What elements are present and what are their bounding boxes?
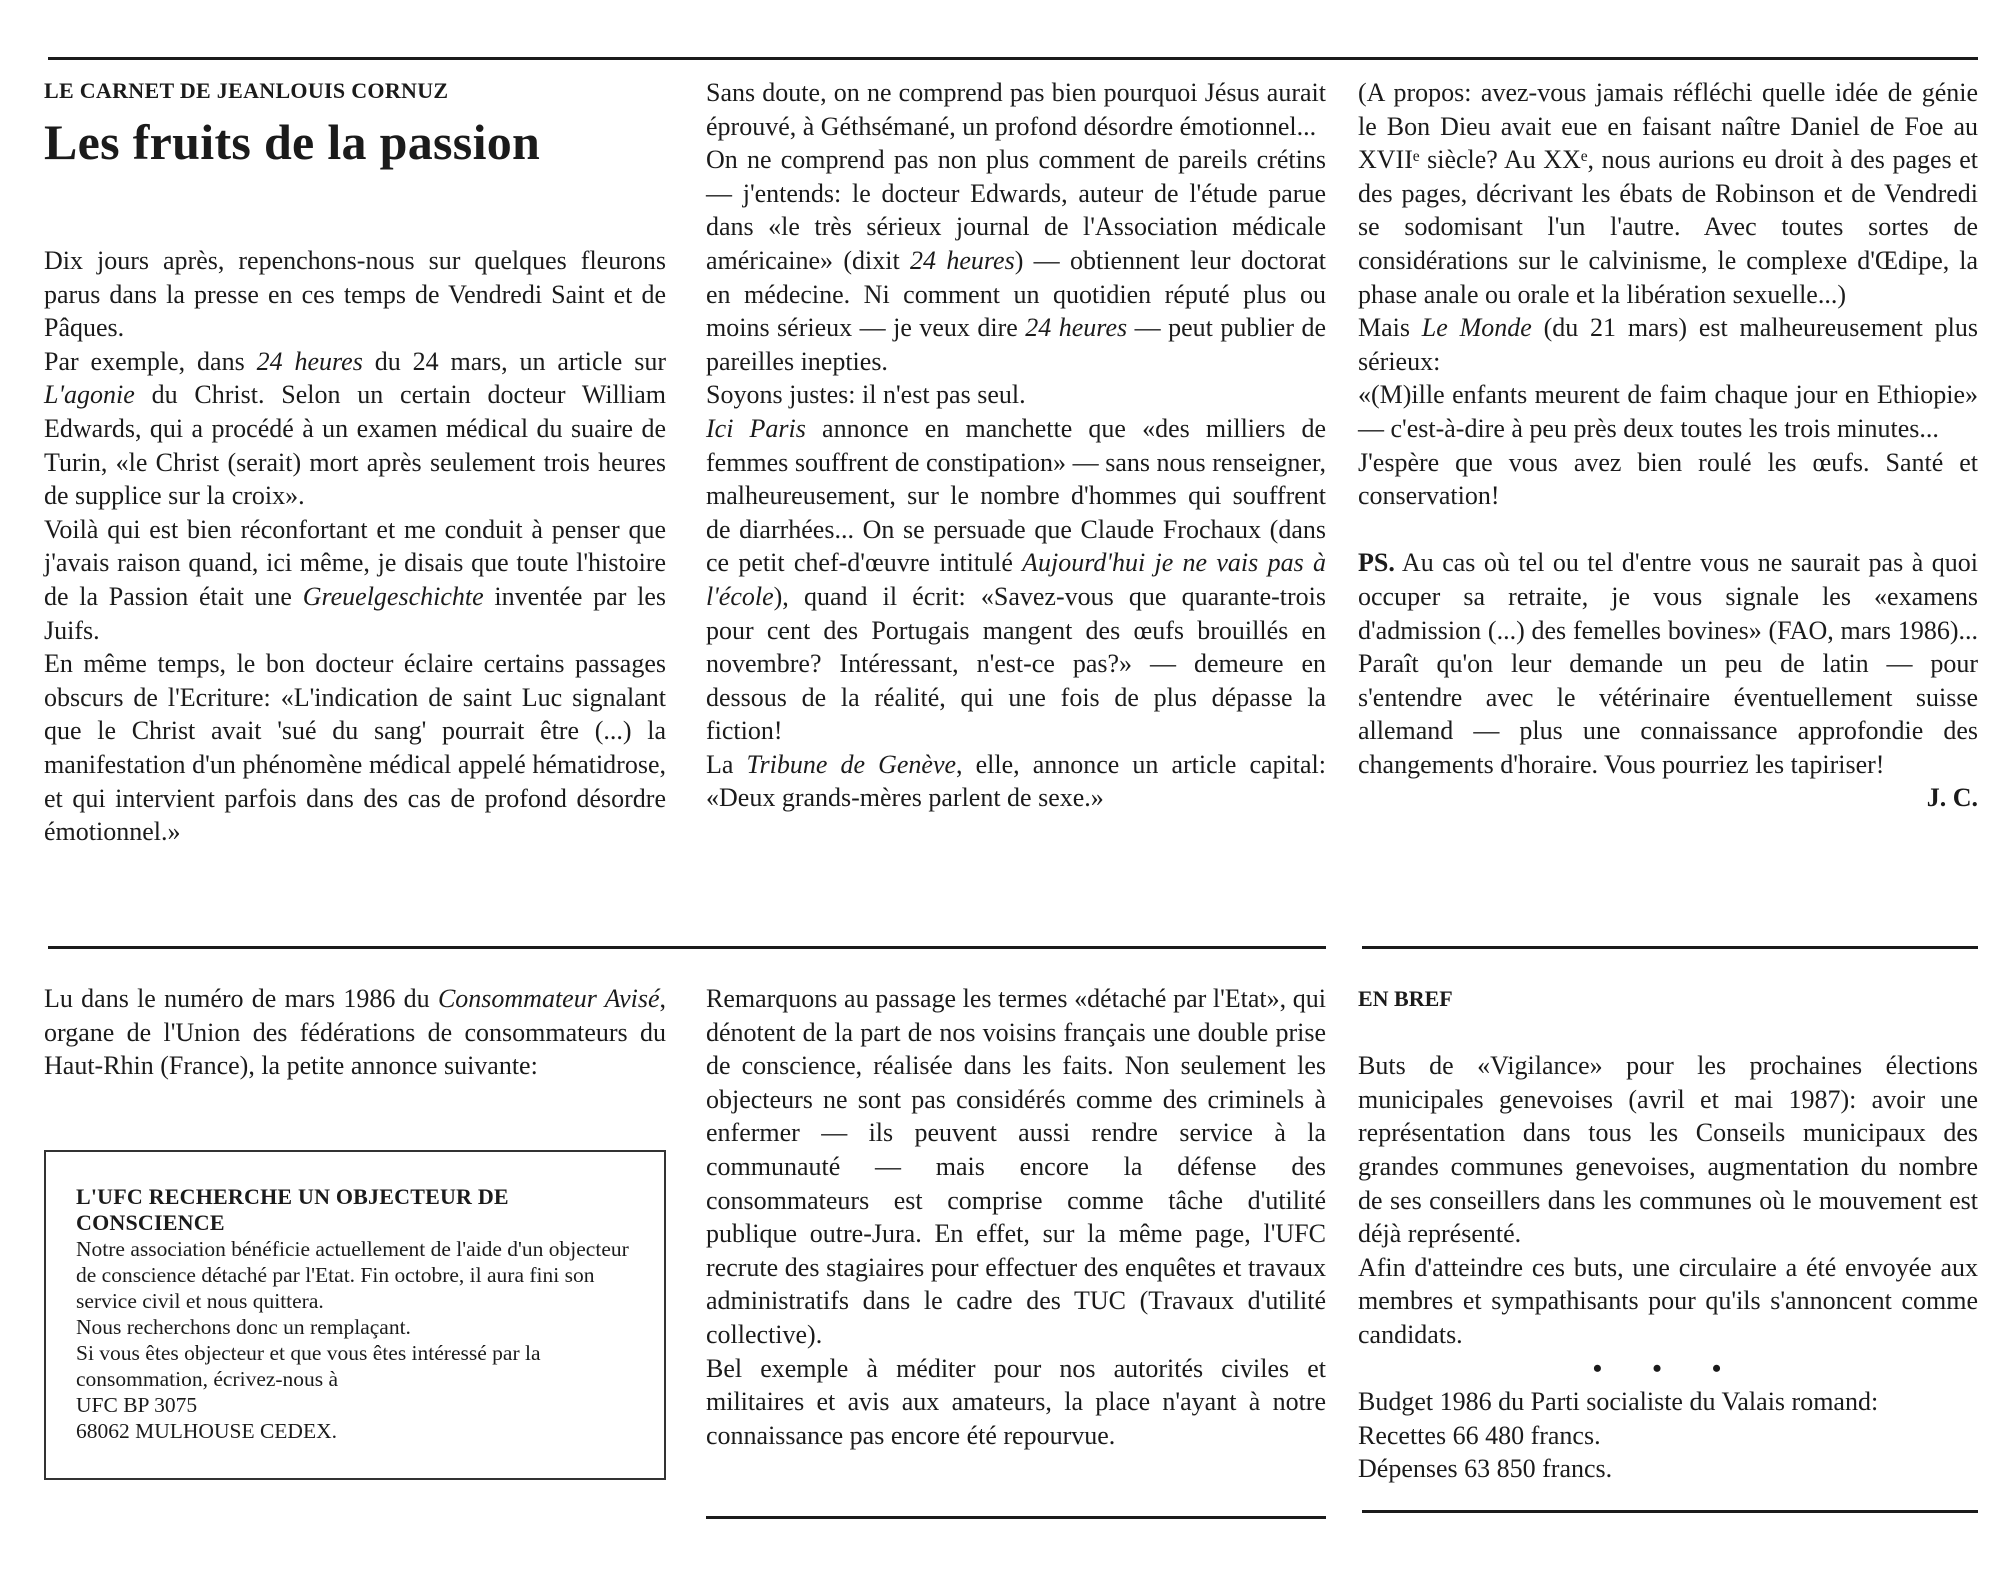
- bottom-middle-column: [706, 982, 1326, 1452]
- section-separator: • • •: [1592, 1353, 1744, 1383]
- bottom-rule-right: [1362, 1510, 1978, 1513]
- paragraph: «(M)ille enfants meurent de faim chaque jour en Ethiopie» — c'est-à-dire à peu près deux toutes les trois minutes...: [1358, 380, 1978, 443]
- section-label: EN BREF: [1358, 986, 1453, 1011]
- paragraph: Budget 1986 du Parti socialiste du Valais romand:: [1358, 1387, 1879, 1417]
- bottom-right-column: [1358, 982, 1978, 1486]
- paragraph: La Tribune de Genève, elle, annonce un article capital: «Deux grands-mères parlent de sexe.»: [706, 749, 1326, 813]
- paragraph: Mais Le Monde (du 21 mars) est malheureusement plus sérieux:: [1358, 313, 1979, 376]
- classified-ad-box: [44, 1150, 666, 1480]
- paragraph: Voilà qui est bien réconfortant et me conduit à penser que j'avais raison quand, ici même, je disais que toute l'histoire de la Passion était une Greuelgeschichte inventée par les Juifs.: [44, 514, 666, 645]
- ad-line: Notre association bénéficie actuellement de l'aide d'un objecteur de conscience détaché par l'Etat. Fin octobre, il aura fini son service civil et nous quittera.: [76, 1237, 629, 1313]
- ad-line: UFC BP 3075: [76, 1393, 198, 1417]
- section-rule-right: [1362, 946, 1978, 949]
- article-column-2: [706, 76, 1326, 815]
- ad-line: Si vous êtes objecteur et que vous êtes intéressé par la consommation, écrivez-nous à: [76, 1341, 541, 1391]
- column-kicker: LE CARNET DE JEANLOUIS CORNUZ: [44, 78, 449, 103]
- section-rule-left: [48, 946, 1326, 949]
- paragraph: En même temps, le bon docteur éclaire certains passages obscurs de l'Ecriture: «L'indication de saint Luc signalant que le Christ avait 'sué du sang' pourrait être (...) la manifestation d'un phénomène médical appelé hématidrose, et qui intervient parfois dans des cas de profond désordre émotionnel.»: [44, 649, 666, 847]
- article-headline: Les fruits de la passion: [44, 114, 541, 170]
- bottom-rule-middle: [706, 1516, 1326, 1519]
- paragraph: Afin d'atteindre ces buts, une circulaire a été envoyée aux membres et sympathisants pour qu'ils s'annoncent comme candidats.: [1358, 1252, 1978, 1349]
- paragraph: J'espère que vous avez bien roulé les œufs. Santé et conservation!: [1358, 447, 1978, 511]
- author-signature: J. C.: [1926, 783, 1978, 813]
- bottom-left-column: [44, 982, 666, 1083]
- paragraph: Recettes 66 480 francs.: [1358, 1420, 1601, 1450]
- article-column-1: [44, 244, 666, 849]
- top-rule: [48, 57, 1978, 60]
- ad-title: L'UFC RECHERCHE UN OBJECTEUR DE CONSCIENCE: [76, 1184, 509, 1235]
- paragraph: (A propos: avez-vous jamais réfléchi quelle idée de génie le Bon Dieu avait eue en faisant naître Daniel de Foe au XVIIᵉ siècle? Au XXᵉ, nous aurions eu droit à des pages et des pages, décrivant les ébats de Robinson et de Vendredi se sodomisant l'un l'autre. Avec toutes sortes de considérations sur le calvinisme, le complexe d'Œdipe, la phase anale ou orale et la libération sexuelle...): [1358, 78, 1978, 309]
- paragraph: Dix jours après, repenchons-nous sur quelques fleurons parus dans la presse en ces temps de Vendredi Saint et de Pâques.: [44, 246, 666, 343]
- paragraph: Buts de «Vigilance» pour les prochaines élections municipales genevoises (avril et mai 1987): avoir une représentation dans tous les Conseils municipaux des grandes communes genevoises, augmentation du nombre de ses conseillers dans les communes où le mouvement est déjà représenté.: [1358, 1051, 1978, 1249]
- paragraph: Ici Paris annonce en manchette que «des milliers de femmes souffrent de constipation» — sans nous renseigner, malheureusement, sur le nombre d'hommes qui souffrent de diarrhées... On se persuade que Claude Frochaux (dans ce petit chef-d'œuvre intitulé Aujourd'hui je ne vais pas à l'école), quand il écrit: «Savez-vous que quarante-trois pour cent des Portugais mangent des œufs brouillés en novembre? Intéressant, n'est-ce pas?» — demeure en dessous de la réalité, qui une fois de plus dépasse la fiction!: [706, 413, 1326, 746]
- ad-line: Nous recherchons donc un remplaçant.: [76, 1315, 411, 1339]
- paragraph: Soyons justes: il n'est pas seul.: [706, 380, 1026, 410]
- article-column-3: [1358, 76, 1978, 815]
- paragraph: Sans doute, on ne comprend pas bien pourquoi Jésus aurait éprouvé, à Géthsémané, un profond désordre émotionnel...: [706, 78, 1326, 141]
- postscript: PS. Au cas où tel ou tel d'entre vous ne saurait pas à quoi occuper sa retraite, je vous signale les «examens d'admission (...) des femelles bovines» (FAO, mars 1986)... Paraît qu'on leur demande un peu de latin — pour s'entendre avec le vétérinaire éventuellement suisse allemand — plus une connaissance approfondie des changements d'horaire. Vous pourriez les tapiriser!: [1358, 548, 1978, 779]
- paragraph: Lu dans le numéro de mars 1986 du Consommateur Avisé, organe de l'Union des fédérations de consommateurs du Haut-Rhin (France), la petite annonce suivante:: [44, 984, 666, 1081]
- paragraph: Dépenses 63 850 francs.: [1358, 1454, 1613, 1484]
- paragraph: Par exemple, dans 24 heures du 24 mars, un article sur L'agonie du Christ. Selon un certain docteur William Edwards, qui a procédé à un examen médical du suaire de Turin, «le Christ (serait) mort après seulement trois heures de supplice sur la croix».: [44, 346, 666, 511]
- paragraph: On ne comprend pas non plus comment de pareils crétins — j'entends: le docteur Edwards, auteur de l'étude parue dans «le très sérieux journal de l'Association médicale américaine» (dixit 24 heures) — obtiennent leur doctorat en médecine. Ni comment un quotidien réputé plus ou moins sérieux — je veux dire 24 heures — peut publier de pareilles inepties.: [706, 145, 1327, 376]
- ad-line: 68062 MULHOUSE CEDEX.: [76, 1419, 337, 1443]
- paragraph: Bel exemple à méditer pour nos autorités civiles et militaires et avis aux amateurs, la place n'ayant à notre connaissance pas encore été repourvue.: [706, 1353, 1326, 1450]
- paragraph: Remarquons au passage les termes «détaché par l'Etat», qui dénotent de la part de nos voisins français une double prise de conscience, réalisée dans les faits. Non seulement les objecteurs ne sont pas considérés comme des criminels à enfermer — ils peuvent aussi rendre service à la communauté — mais encore la défense des consommateurs est comprise comme tâche d'utilité publique outre-Jura. En effet, sur la même page, l'UFC recrute des stagiaires pour effectuer des enquêtes et travaux administratifs dans le cadre des TUC (Travaux d'utilité collective).: [706, 984, 1326, 1349]
